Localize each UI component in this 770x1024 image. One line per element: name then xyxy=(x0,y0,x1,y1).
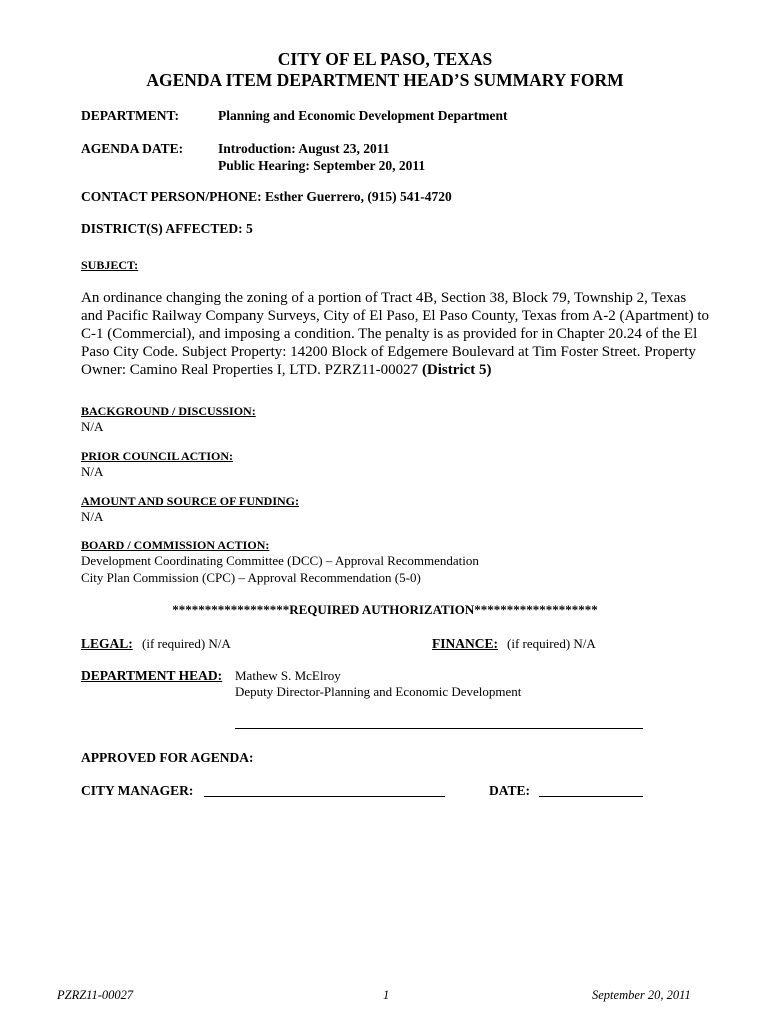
districts-affected: DISTRICT(S) AFFECTED: 5 xyxy=(81,221,253,236)
legal-value: (if required) N/A xyxy=(142,636,231,651)
prior-council-value: N/A xyxy=(81,464,104,479)
subject-body: An ordinance changing the zoning of a portion of Tract 4B, Section 38, Block 79, Township 2, Texas and Pacific Railway Company Surveys, City of El Paso, El Paso County, Texas from A-2 (Apartment) to C-1 (Commercial), and imposing a condition. The penalty is as provided for in Chapter 20.24 of the El Paso City Code. Subject Property: 14200 Block of Edgemere Boulevard at Tim Foster Street. Property Owner: Camino Real Properties I, LTD. PZRZ11-00027 xyxy=(81,290,710,378)
department-label: DEPARTMENT: xyxy=(81,108,180,123)
department-head-name: Mathew S. McElroy xyxy=(235,668,341,683)
city-manager-label: CITY MANAGER: xyxy=(81,783,194,798)
page-title-city: CITY OF EL PASO, TEXAS xyxy=(277,49,493,69)
funding-heading: AMOUNT AND SOURCE OF FUNDING: xyxy=(81,494,300,508)
subject-district: (District 5) xyxy=(421,362,492,378)
contact-person-phone: CONTACT PERSON/PHONE: Esther Guerrero, (915) 541-4720 xyxy=(81,189,452,204)
finance-value: (if required) N/A xyxy=(507,636,596,651)
board-line-cpc: City Plan Commission (CPC) – Approval Recommendation (5-0) xyxy=(81,570,421,585)
prior-council-heading: PRIOR COUNCIL ACTION: xyxy=(81,449,234,463)
agenda-date-introduction: Introduction: August 23, 2011 xyxy=(218,141,390,156)
agenda-date-label: AGENDA DATE: xyxy=(81,141,184,156)
agenda-date-public-hearing: Public Hearing: September 20, 2011 xyxy=(218,158,426,173)
footer-case-number: PZRZ11-00027 xyxy=(57,988,134,1002)
page-title-form: AGENDA ITEM DEPARTMENT HEAD’S SUMMARY FORM xyxy=(146,70,624,90)
subject-heading: SUBJECT: xyxy=(81,258,139,272)
city-manager-signature-line[interactable] xyxy=(204,796,445,797)
legal-label: LEGAL: xyxy=(81,636,133,651)
subject-text xyxy=(81,289,711,379)
department-head-signature-line[interactable] xyxy=(235,728,643,729)
date-label: DATE: xyxy=(489,783,531,798)
background-heading: BACKGROUND / DISCUSSION: xyxy=(81,404,256,418)
board-line-dcc: Development Coordinating Committee (DCC) – Approval Recommendation xyxy=(81,553,479,568)
required-authorization: ******************REQUIRED AUTHORIZATION******************* xyxy=(172,602,598,617)
date-line[interactable] xyxy=(539,796,643,797)
funding-value: N/A xyxy=(81,509,104,524)
footer-date: September 20, 2011 xyxy=(592,988,691,1002)
department-head-title: Deputy Director-Planning and Economic Development xyxy=(235,684,522,699)
department-value: Planning and Economic Development Department xyxy=(218,108,508,123)
finance-label: FINANCE: xyxy=(432,636,498,651)
approved-for-agenda: APPROVED FOR AGENDA: xyxy=(81,750,254,765)
board-heading: BOARD / COMMISSION ACTION: xyxy=(81,538,270,552)
footer-page-number: 1 xyxy=(383,988,390,1002)
background-value: N/A xyxy=(81,419,104,434)
department-head-label: DEPARTMENT HEAD: xyxy=(81,668,223,683)
